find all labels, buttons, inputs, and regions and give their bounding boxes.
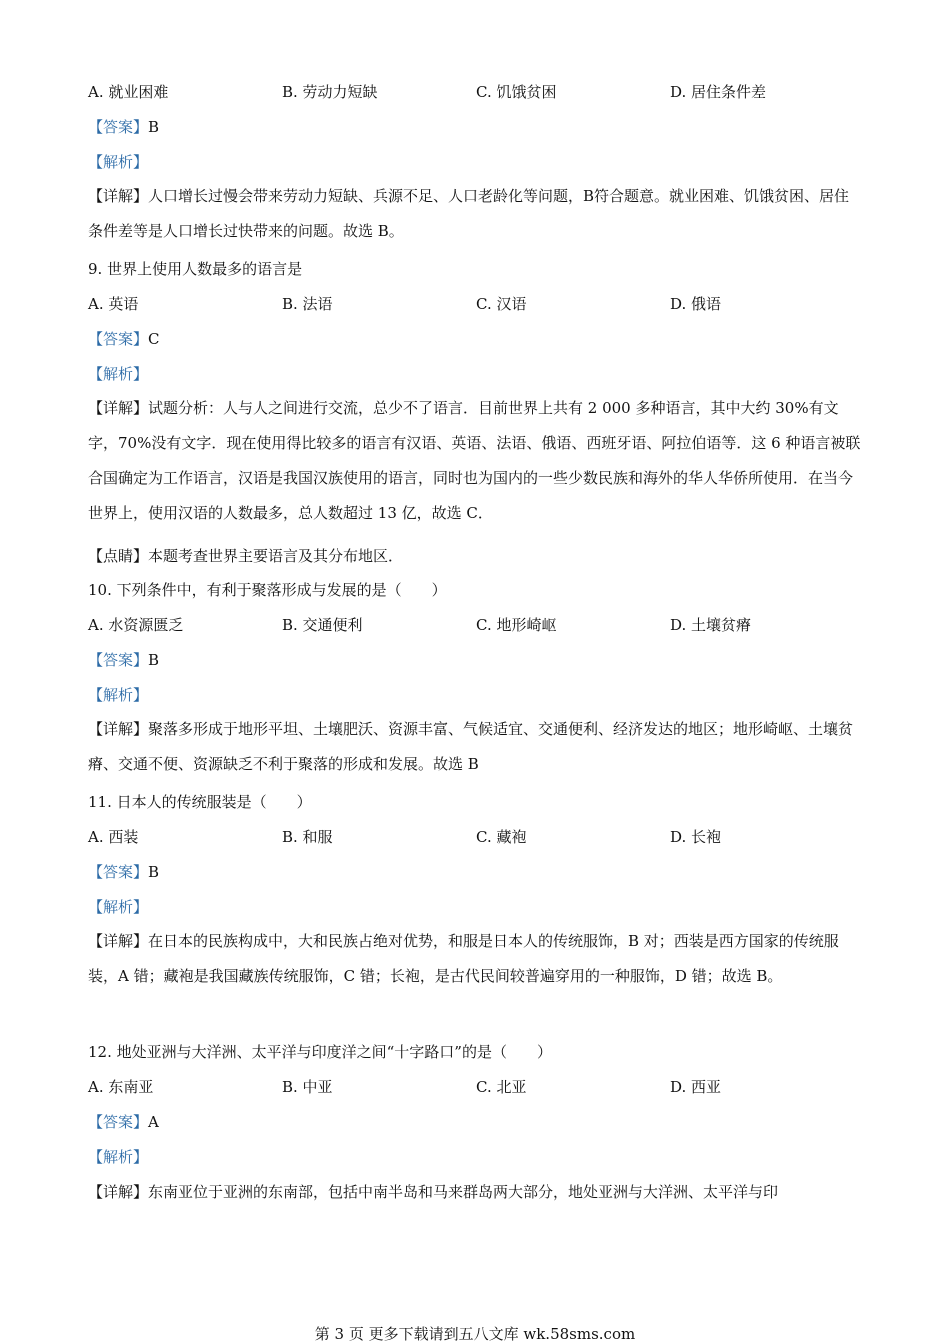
q9-comment: 【点睛】本题考查世界主要语言及其分布地区． [88,547,404,565]
q9-option-d: D. 俄语 [670,295,722,313]
q12-option-c: C. 北亚 [476,1078,527,1096]
q9-analysis-tag: 【解析】 [88,365,149,383]
q12-analysis-tag: 【解析】 [88,1148,149,1166]
q12-answer [88,1112,868,1132]
q11-question: 11. 日本人的传统服装是（ ） [88,793,312,811]
q8-analysis-tag: 【解析】 [88,153,149,171]
answer-value: A [148,1113,159,1131]
answer-tag: 【答案】 [88,651,149,669]
q9-option-a: A. 英语 [88,295,139,313]
q8-detail: 【详解】人口增长过慢会带来劳动力短缺、兵源不足、人口老龄化等问题，B符合题意。就业困难、饥饿贫困、居住条件差等是人口增长过快带来的问题。故选 B。 [88,187,850,240]
q9-option-c: C. 汉语 [476,295,527,313]
q9-detail: 【详解】试题分析：人与人之间进行交流，总少不了语言．目前世界上共有 2 000 多种语言，其中大约 30%有文字，70%没有文字．现在使用得比较多的语言有汉语、英语、法语、俄语、西班牙语、阿拉伯语等．这 6 种语言被联合国确定为工作语言，汉语是我国汉族使用的语言，同时也为国内的一些少数民族和海外的华人华侨所使用．在当今世界上，使用汉语的人数最多，总人数超过 13 亿，故选 C． [88,399,861,522]
q8-options [88,82,868,102]
q12-option-a: A. 东南亚 [88,1078,154,1096]
q10-option-d: D. 土壤贫瘠 [670,616,752,634]
q8-answer [88,117,868,137]
answer-tag: 【答案】 [88,863,149,881]
q10-answer [88,650,868,670]
answer-tag: 【答案】 [88,1113,149,1131]
q12-options [88,1077,868,1097]
q8-option-c: C. 饥饿贫困 [476,83,557,101]
q10-analysis-tag: 【解析】 [88,686,149,704]
answer-tag: 【答案】 [88,330,149,348]
q11-option-c: C. 藏袍 [476,828,527,846]
q10-option-c: C. 地形崎岖 [476,616,557,634]
q9-question: 9. 世界上使用人数最多的语言是 [88,260,303,278]
q11-option-b: B. 和服 [282,828,333,846]
q9-option-b: B. 法语 [282,295,333,313]
q12-question: 12. 地处亚洲与大洋洲、太平洋与印度洋之间“十字路口”的是（ ） [88,1043,552,1061]
answer-value: B [148,863,160,881]
q11-answer [88,862,868,882]
answer-value: C [148,330,160,348]
q12-option-b: B. 中亚 [282,1078,333,1096]
q9-answer [88,329,868,349]
q8-option-a: A. 就业困难 [88,83,169,101]
q10-option-b: B. 交通便利 [282,616,363,634]
q8-option-d: D. 居住条件差 [670,83,767,101]
q11-detail: 【详解】在日本的民族构成中，大和民族占绝对优势，和服是日本人的传统服饰，B 对；西装是西方国家的传统服装，A 错；藏袍是我国藏族传统服饰，C 错；长袍，是古代民间较普遍穿用的一种服饰，D 错；故选 B。 [88,932,839,985]
q10-question: 10. 下列条件中，有利于聚落形成与发展的是（ ） [88,581,447,599]
q12-detail: 【详解】东南亚位于亚洲的东南部，包括中南半岛和马来群岛两大部分，地处亚洲与大洋洲、太平洋与印 [88,1183,779,1201]
answer-value: B [148,651,160,669]
q10-option-a: A. 水资源匮乏 [88,616,184,634]
q11-analysis-tag: 【解析】 [88,898,149,916]
page-footer: 第 3 页 更多下载请到五八文库 wk.58sms.com [314,1325,636,1343]
q10-options [88,615,868,635]
q11-option-a: A. 西装 [88,828,139,846]
answer-tag: 【答案】 [88,118,149,136]
q12-option-d: D. 西亚 [670,1078,722,1096]
q11-options [88,827,868,847]
answer-value: B [148,118,160,136]
q10-detail: 【详解】聚落多形成于地形平坦、土壤肥沃、资源丰富、气候适宜、交通便利、经济发达的地区；地形崎岖、土壤贫瘠、交通不便、资源缺乏不利于聚落的形成和发展。故选 B [88,720,854,773]
q11-option-d: D. 长袍 [670,828,722,846]
q8-option-b: B. 劳动力短缺 [282,83,378,101]
q9-options [88,294,868,314]
